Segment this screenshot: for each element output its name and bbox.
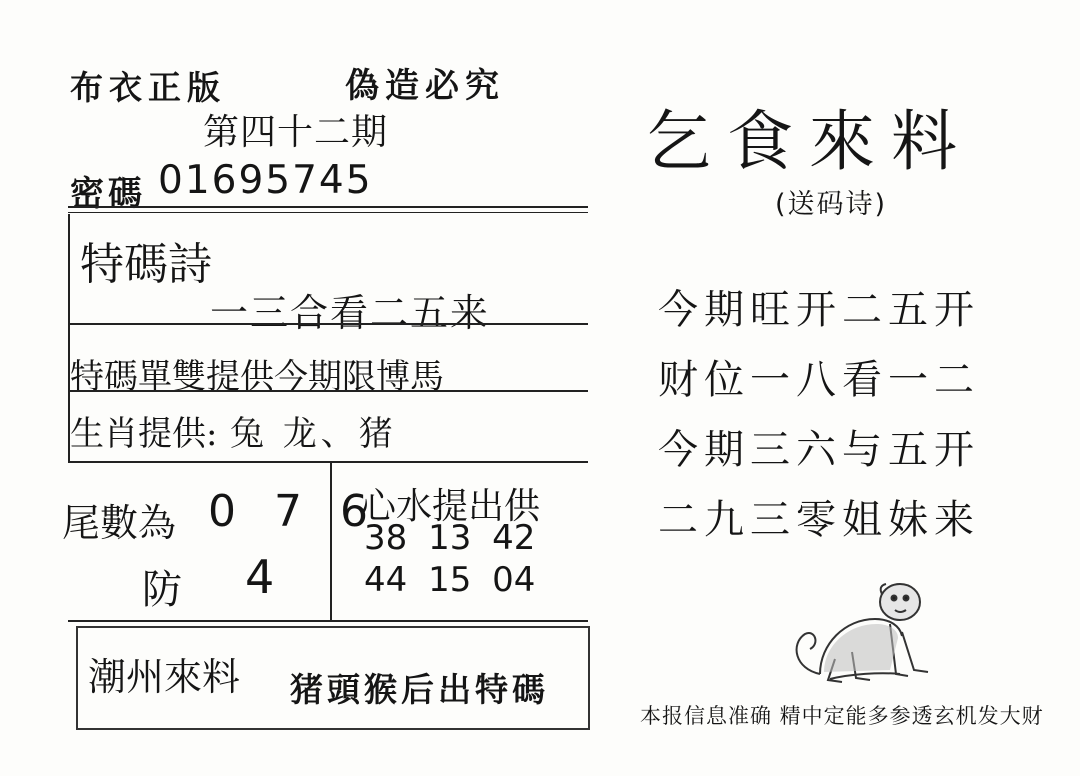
divider bbox=[68, 620, 588, 622]
divider bbox=[68, 323, 588, 325]
zodiac-value: 兔 龙、猪 bbox=[230, 414, 397, 454]
code-value: 01695745 bbox=[158, 158, 373, 203]
right-poem-line: 财位一八看一二 bbox=[658, 357, 980, 403]
right-poem-line: 今期三六与五开 bbox=[658, 427, 980, 473]
heart-water-numbers-row: 38 13 42 bbox=[364, 518, 536, 558]
special-poem-line: 一三合看二五来 bbox=[210, 291, 491, 335]
divider bbox=[68, 206, 588, 208]
zodiac-label: 生肖提供: bbox=[70, 414, 218, 454]
divider bbox=[68, 390, 588, 392]
divider bbox=[68, 212, 588, 213]
forgery-notice: 偽造必究 bbox=[345, 66, 505, 106]
issue-number: 第四十二期 bbox=[203, 112, 389, 153]
heart-water-title: 心水提出供 bbox=[360, 486, 541, 527]
right-subtitle: (送码诗) bbox=[775, 189, 888, 220]
tail-label: 尾數為 bbox=[62, 501, 177, 545]
guard-label: 防 bbox=[142, 567, 182, 613]
chaozhou-label: 潮州來料 bbox=[88, 655, 241, 699]
footer-note: 本报信息准确 精中定能多参透玄机发大财 bbox=[640, 704, 1044, 728]
tail-value: 0 7 6 bbox=[208, 486, 380, 537]
single-double-line: 特碼單雙提供今期限博馬 bbox=[70, 357, 444, 397]
right-title: 乞食來料 bbox=[645, 103, 973, 180]
brand-label: 布衣正版 bbox=[70, 68, 226, 107]
code-label: 密碼 bbox=[70, 174, 146, 214]
monkey-illustration bbox=[790, 574, 940, 694]
pig-monkey-text: 猪頭猴后出特碼 bbox=[290, 670, 549, 709]
divider bbox=[68, 461, 588, 463]
right-poem-line: 今期旺开二五开 bbox=[658, 287, 980, 333]
guard-value: 4 bbox=[245, 550, 275, 604]
heart-water-numbers-row: 44 15 04 bbox=[364, 560, 536, 600]
right-poem-line: 二九三零姐妹来 bbox=[658, 497, 980, 543]
special-poem-title: 特碼詩 bbox=[80, 239, 212, 290]
